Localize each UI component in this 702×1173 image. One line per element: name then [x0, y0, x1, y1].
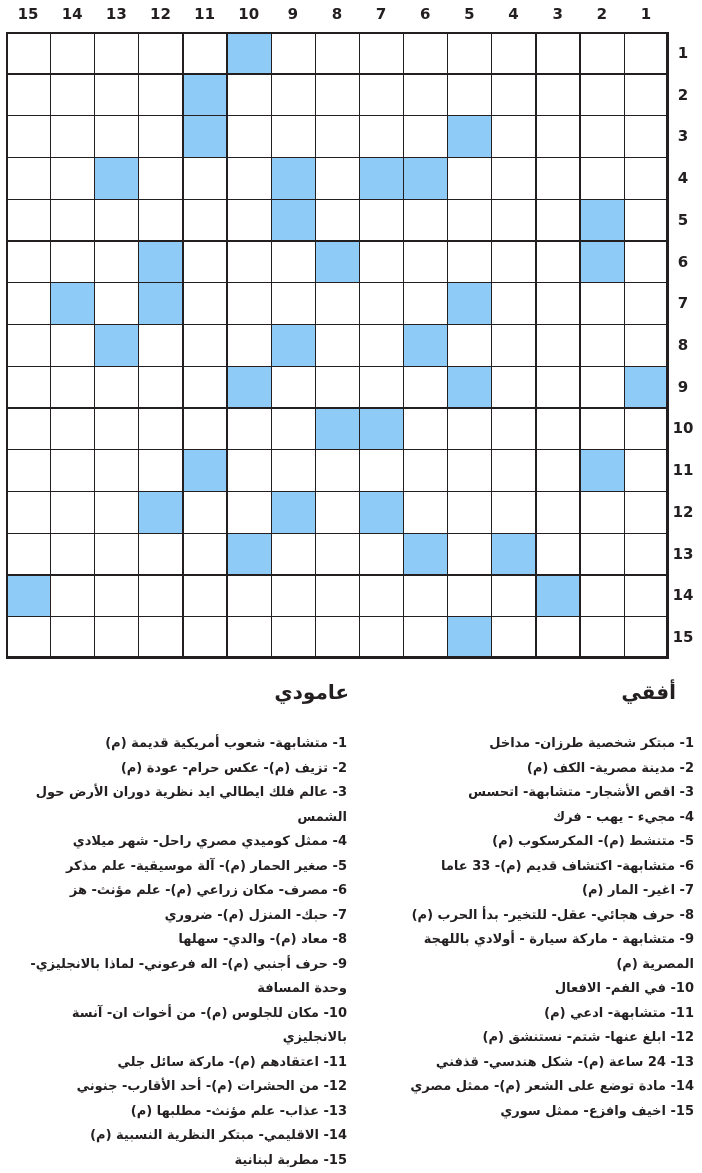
answer-cell[interactable]	[271, 449, 316, 491]
answer-cell[interactable]	[271, 575, 316, 617]
column-number: 14	[50, 4, 94, 24]
answer-cell[interactable]	[580, 366, 625, 408]
row-number: 4	[668, 168, 698, 188]
row-number: 12	[668, 502, 698, 522]
answer-cell[interactable]	[94, 199, 139, 241]
down-clue: 15- مطربة لبنانية	[5, 1149, 347, 1173]
answer-cell[interactable]	[403, 241, 448, 283]
blocked-cell	[447, 282, 492, 324]
answer-cell[interactable]	[50, 533, 95, 575]
blocked-cell	[183, 115, 228, 157]
answer-cell[interactable]	[138, 616, 183, 658]
crossword-grid	[6, 32, 668, 658]
answer-cell[interactable]	[536, 115, 581, 157]
answer-cell[interactable]	[183, 533, 228, 575]
answer-cell[interactable]	[138, 324, 183, 366]
answer-cell[interactable]	[447, 324, 492, 366]
answer-cell[interactable]	[271, 115, 316, 157]
answer-cell[interactable]	[227, 74, 272, 116]
answer-cell[interactable]	[94, 282, 139, 324]
blocked-cell	[315, 241, 360, 283]
answer-cell[interactable]	[138, 199, 183, 241]
row-number: 9	[668, 377, 698, 397]
answer-cell[interactable]	[183, 491, 228, 533]
answer-cell[interactable]	[315, 282, 360, 324]
down-heading: عامودي	[274, 678, 349, 706]
answer-cell[interactable]	[227, 491, 272, 533]
answer-cell[interactable]	[94, 491, 139, 533]
answer-cell[interactable]	[6, 241, 51, 283]
answer-cell[interactable]	[315, 575, 360, 617]
answer-cell[interactable]	[315, 115, 360, 157]
across-clue: 12- ابلغ عنها- شتم- نستنشق (م)	[369, 1026, 694, 1051]
answer-cell[interactable]	[227, 199, 272, 241]
answer-cell[interactable]	[580, 157, 625, 199]
answer-cell[interactable]	[624, 533, 669, 575]
answer-cell[interactable]	[183, 408, 228, 450]
answer-cell[interactable]	[536, 241, 581, 283]
answer-cell[interactable]	[536, 366, 581, 408]
blocked-cell	[94, 324, 139, 366]
answer-cell[interactable]	[624, 74, 669, 116]
answer-cell[interactable]	[50, 74, 95, 116]
row-number: 6	[668, 252, 698, 272]
answer-cell[interactable]	[94, 366, 139, 408]
answer-cell[interactable]	[447, 491, 492, 533]
answer-cell[interactable]	[315, 491, 360, 533]
answer-cell[interactable]	[580, 533, 625, 575]
answer-cell[interactable]	[227, 449, 272, 491]
down-clue: 3- عالم فلك ايطالي ايد نظرية دوران الأرض حول الشمس	[5, 781, 347, 830]
answer-cell[interactable]	[403, 575, 448, 617]
answer-cell[interactable]	[580, 491, 625, 533]
answer-cell[interactable]	[183, 241, 228, 283]
answer-cell[interactable]	[491, 449, 536, 491]
across-clue: 7- اغير- المار (م)	[369, 879, 694, 904]
answer-cell[interactable]	[624, 324, 669, 366]
answer-cell[interactable]	[94, 533, 139, 575]
down-clue: 9- حرف أجنبي (م)- اله فرعوني- لماذا بالانجليزي- وحدة المسافة	[5, 953, 347, 1002]
row-number: 3	[668, 126, 698, 146]
row-number: 2	[668, 85, 698, 105]
answer-cell[interactable]	[6, 491, 51, 533]
answer-cell[interactable]	[447, 575, 492, 617]
answer-cell[interactable]	[50, 616, 95, 658]
answer-cell[interactable]	[624, 282, 669, 324]
blocked-cell	[359, 408, 404, 450]
blocked-cell	[624, 366, 669, 408]
blocked-cell	[138, 491, 183, 533]
answer-cell[interactable]	[491, 616, 536, 658]
blocked-cell	[271, 491, 316, 533]
answer-cell[interactable]	[271, 366, 316, 408]
answer-cell[interactable]	[403, 408, 448, 450]
column-number: 1	[624, 4, 668, 24]
answer-cell[interactable]	[50, 366, 95, 408]
blocked-cell	[403, 324, 448, 366]
answer-cell[interactable]	[94, 408, 139, 450]
answer-cell[interactable]	[183, 32, 228, 74]
answer-cell[interactable]	[315, 74, 360, 116]
blocked-cell	[580, 449, 625, 491]
answer-cell[interactable]	[491, 324, 536, 366]
down-clue: 13- عذاب- علم مؤنث- مطلبها (م)	[5, 1100, 347, 1125]
answer-cell[interactable]	[447, 32, 492, 74]
blocked-cell	[227, 32, 272, 74]
answer-cell[interactable]	[6, 32, 51, 74]
answer-cell[interactable]	[315, 157, 360, 199]
answer-cell[interactable]	[536, 491, 581, 533]
blocked-cell	[447, 616, 492, 658]
answer-cell[interactable]	[359, 199, 404, 241]
column-number: 6	[403, 4, 447, 24]
answer-cell[interactable]	[50, 241, 95, 283]
answer-cell[interactable]	[359, 32, 404, 74]
column-number: 8	[315, 4, 359, 24]
answer-cell[interactable]	[271, 282, 316, 324]
answer-cell[interactable]	[624, 115, 669, 157]
answer-cell[interactable]	[624, 32, 669, 74]
answer-cell[interactable]	[580, 324, 625, 366]
across-clue: 4- مجيء - يهب - فرك	[369, 806, 694, 831]
across-clue: 1- مبتكر شخصية طرزان- مداخل	[369, 732, 694, 757]
answer-cell[interactable]	[536, 324, 581, 366]
row-number: 14	[668, 585, 698, 605]
answer-cell[interactable]	[536, 199, 581, 241]
answer-cell[interactable]	[6, 115, 51, 157]
answer-cell[interactable]	[536, 616, 581, 658]
answer-cell[interactable]	[138, 32, 183, 74]
blocked-cell	[50, 282, 95, 324]
answer-cell[interactable]	[624, 449, 669, 491]
down-clue: 1- متشابهة- شعوب أمريكية قديمة (م)	[5, 732, 347, 757]
answer-cell[interactable]	[580, 616, 625, 658]
answer-cell[interactable]	[6, 199, 51, 241]
answer-cell[interactable]	[94, 616, 139, 658]
answer-cell[interactable]	[138, 157, 183, 199]
answer-cell[interactable]	[359, 616, 404, 658]
answer-cell[interactable]	[94, 74, 139, 116]
answer-cell[interactable]	[50, 575, 95, 617]
column-number: 4	[491, 4, 535, 24]
answer-cell[interactable]	[138, 533, 183, 575]
blocked-cell	[447, 366, 492, 408]
row-number: 5	[668, 210, 698, 230]
answer-cell[interactable]	[447, 74, 492, 116]
answer-cell[interactable]	[359, 366, 404, 408]
column-number: 2	[580, 4, 624, 24]
across-clue: 2- مدينة مصرية- الكف (م)	[369, 757, 694, 782]
answer-cell[interactable]	[271, 74, 316, 116]
answer-cell[interactable]	[447, 449, 492, 491]
blocked-cell	[536, 575, 581, 617]
blocked-cell	[359, 491, 404, 533]
answer-cell[interactable]	[491, 282, 536, 324]
answer-cell[interactable]	[6, 533, 51, 575]
answer-cell[interactable]	[315, 324, 360, 366]
answer-cell[interactable]	[447, 241, 492, 283]
answer-cell[interactable]	[183, 324, 228, 366]
blocked-cell	[359, 157, 404, 199]
row-number: 15	[668, 627, 698, 647]
across-clue: 13- 24 ساعة (م)- شكل هندسي- قذفني	[369, 1051, 694, 1076]
answer-cell[interactable]	[6, 449, 51, 491]
answer-cell[interactable]	[624, 575, 669, 617]
answer-cell[interactable]	[624, 241, 669, 283]
answer-cell[interactable]	[359, 282, 404, 324]
answer-cell[interactable]	[6, 408, 51, 450]
answer-cell[interactable]	[271, 616, 316, 658]
answer-cell[interactable]	[227, 115, 272, 157]
answer-cell[interactable]	[138, 449, 183, 491]
down-clue: 2- تزيف (م)- عكس حرام- عودة (م)	[5, 757, 347, 782]
row-number: 8	[668, 335, 698, 355]
answer-cell[interactable]	[271, 533, 316, 575]
answer-cell[interactable]	[580, 74, 625, 116]
answer-cell[interactable]	[536, 449, 581, 491]
column-number: 15	[6, 4, 50, 24]
answer-cell[interactable]	[359, 533, 404, 575]
answer-cell[interactable]	[6, 74, 51, 116]
down-clue: 7- حبك- المنزل (م)- ضروري	[5, 904, 347, 929]
answer-cell[interactable]	[536, 408, 581, 450]
answer-cell[interactable]	[491, 408, 536, 450]
answer-cell[interactable]	[315, 199, 360, 241]
answer-cell[interactable]	[138, 575, 183, 617]
answer-cell[interactable]	[94, 449, 139, 491]
answer-cell[interactable]	[580, 282, 625, 324]
down-clue: 4- ممثل كوميدي مصري راحل- شهر ميلادي	[5, 830, 347, 855]
across-clue: 8- حرف هجائي- عقل- للتخير- بدأ الحرب (م)	[369, 904, 694, 929]
answer-cell[interactable]	[227, 324, 272, 366]
down-clue: 14- الاقليمي- مبتكر النظرية النسبية (م)	[5, 1124, 347, 1149]
row-number: 10	[668, 418, 698, 438]
answer-cell[interactable]	[359, 74, 404, 116]
down-clue: 12- من الحشرات (م)- أحد الأقارب- جنوني	[5, 1075, 347, 1100]
answer-cell[interactable]	[94, 575, 139, 617]
answer-cell[interactable]	[491, 157, 536, 199]
answer-cell[interactable]	[491, 366, 536, 408]
across-clue: 3- اقص الأشجار- متشابهة- اتحسس	[369, 781, 694, 806]
answer-cell[interactable]	[227, 575, 272, 617]
answer-cell[interactable]	[50, 491, 95, 533]
answer-cell[interactable]	[359, 241, 404, 283]
answer-cell[interactable]	[6, 282, 51, 324]
answer-cell[interactable]	[491, 575, 536, 617]
down-clue: 11- اعتقادهم (م)- ماركة سائل جلي	[5, 1051, 347, 1076]
column-number: 11	[183, 4, 227, 24]
answer-cell[interactable]	[227, 241, 272, 283]
answer-cell[interactable]	[138, 408, 183, 450]
blocked-cell	[94, 157, 139, 199]
column-number: 9	[271, 4, 315, 24]
answer-cell[interactable]	[271, 408, 316, 450]
row-number: 7	[668, 293, 698, 313]
column-number: 12	[138, 4, 182, 24]
answer-cell[interactable]	[580, 115, 625, 157]
answer-cell[interactable]	[315, 32, 360, 74]
row-number: 1	[668, 43, 698, 63]
column-number: 10	[227, 4, 271, 24]
answer-cell[interactable]	[403, 74, 448, 116]
answer-cell[interactable]	[491, 115, 536, 157]
answer-cell[interactable]	[580, 32, 625, 74]
across-clue: 5- متنشط (م)- المكرسكوب (م)	[369, 830, 694, 855]
answer-cell[interactable]	[271, 32, 316, 74]
answer-cell[interactable]	[183, 282, 228, 324]
blocked-cell	[447, 115, 492, 157]
answer-cell[interactable]	[491, 32, 536, 74]
answer-cell[interactable]	[50, 32, 95, 74]
answer-cell[interactable]	[624, 491, 669, 533]
answer-cell[interactable]	[50, 408, 95, 450]
answer-cell[interactable]	[403, 616, 448, 658]
answer-cell[interactable]	[315, 616, 360, 658]
blocked-cell	[138, 282, 183, 324]
row-number: 11	[668, 460, 698, 480]
blocked-cell	[6, 575, 51, 617]
answer-cell[interactable]	[227, 157, 272, 199]
blocked-cell	[491, 533, 536, 575]
answer-cell[interactable]	[227, 408, 272, 450]
blocked-cell	[315, 408, 360, 450]
answer-cell[interactable]	[491, 241, 536, 283]
answer-cell[interactable]	[315, 366, 360, 408]
answer-cell[interactable]	[624, 157, 669, 199]
answer-cell[interactable]	[94, 32, 139, 74]
answer-cell[interactable]	[491, 491, 536, 533]
blocked-cell	[580, 199, 625, 241]
answer-cell[interactable]	[403, 32, 448, 74]
down-clue: 10- مكان للجلوس (م)- من أخوات ان- آنسة بالانجليزي	[5, 1002, 347, 1051]
answer-cell[interactable]	[536, 32, 581, 74]
answer-cell[interactable]	[536, 157, 581, 199]
answer-cell[interactable]	[271, 241, 316, 283]
answer-cell[interactable]	[359, 324, 404, 366]
answer-cell[interactable]	[491, 74, 536, 116]
row-number: 13	[668, 544, 698, 564]
across-clue: 11- متشابهة- ادعي (م)	[369, 1002, 694, 1027]
blocked-cell	[183, 449, 228, 491]
answer-cell[interactable]	[403, 199, 448, 241]
down-clue: 8- معاد (م)- والدي- سهلها	[5, 928, 347, 953]
answer-cell[interactable]	[403, 366, 448, 408]
answer-cell[interactable]	[624, 408, 669, 450]
answer-cell[interactable]	[447, 533, 492, 575]
blocked-cell	[580, 241, 625, 283]
answer-cell[interactable]	[6, 616, 51, 658]
answer-cell[interactable]	[359, 575, 404, 617]
answer-cell[interactable]	[359, 449, 404, 491]
down-clue: 6- مصرف- مكان زراعي (م)- علم مؤنث- هز	[5, 879, 347, 904]
answer-cell[interactable]	[315, 533, 360, 575]
answer-cell[interactable]	[183, 199, 228, 241]
blocked-cell	[403, 533, 448, 575]
across-clue-list	[369, 732, 694, 1124]
across-clue: 15- اخيف وافزع- ممثل سوري	[369, 1100, 694, 1125]
answer-cell[interactable]	[50, 115, 95, 157]
across-heading: أفقي	[621, 678, 676, 706]
blocked-cell	[271, 324, 316, 366]
answer-cell[interactable]	[183, 366, 228, 408]
blocked-cell	[227, 533, 272, 575]
answer-cell[interactable]	[580, 408, 625, 450]
down-clue: 5- صغير الحمار (م)- آلة موسيقية- علم مذكر	[5, 855, 347, 880]
answer-cell[interactable]	[50, 324, 95, 366]
answer-cell[interactable]	[6, 324, 51, 366]
blocked-cell	[227, 366, 272, 408]
answer-cell[interactable]	[403, 282, 448, 324]
answer-cell[interactable]	[536, 533, 581, 575]
answer-cell[interactable]	[403, 115, 448, 157]
answer-cell[interactable]	[491, 199, 536, 241]
answer-cell[interactable]	[227, 282, 272, 324]
blocked-cell	[183, 74, 228, 116]
answer-cell[interactable]	[94, 115, 139, 157]
answer-cell[interactable]	[50, 449, 95, 491]
answer-cell[interactable]	[50, 199, 95, 241]
answer-cell[interactable]	[536, 282, 581, 324]
column-number: 13	[94, 4, 138, 24]
column-number: 3	[536, 4, 580, 24]
answer-cell[interactable]	[359, 115, 404, 157]
answer-cell[interactable]	[227, 616, 272, 658]
answer-cell[interactable]	[580, 575, 625, 617]
across-clue: 9- متشابهة - ماركة سيارة - أولادي باللهجة المصرية (م)	[369, 928, 694, 977]
across-clue: 10- في الفم- الافعال	[369, 977, 694, 1002]
down-clue-list	[5, 732, 347, 1173]
column-number: 7	[359, 4, 403, 24]
answer-cell[interactable]	[94, 241, 139, 283]
across-clue: 14- مادة توضع على الشعر (م)- ممثل مصري	[369, 1075, 694, 1100]
column-number: 5	[447, 4, 491, 24]
blocked-cell	[271, 199, 316, 241]
answer-cell[interactable]	[183, 575, 228, 617]
answer-cell[interactable]	[447, 199, 492, 241]
answer-cell[interactable]	[6, 157, 51, 199]
blocked-cell	[403, 157, 448, 199]
answer-cell[interactable]	[624, 616, 669, 658]
answer-cell[interactable]	[536, 74, 581, 116]
answer-cell[interactable]	[6, 366, 51, 408]
answer-cell[interactable]	[183, 616, 228, 658]
answer-cell[interactable]	[624, 199, 669, 241]
answer-cell[interactable]	[447, 408, 492, 450]
answer-cell[interactable]	[138, 115, 183, 157]
answer-cell[interactable]	[315, 449, 360, 491]
answer-cell[interactable]	[403, 491, 448, 533]
across-clue: 6- متشابهة- اكتشاف قديم (م)- 33 عاما	[369, 855, 694, 880]
answer-cell[interactable]	[183, 157, 228, 199]
answer-cell[interactable]	[447, 157, 492, 199]
answer-cell[interactable]	[403, 449, 448, 491]
answer-cell[interactable]	[50, 157, 95, 199]
blocked-cell	[138, 241, 183, 283]
blocked-cell	[271, 157, 316, 199]
answer-cell[interactable]	[138, 74, 183, 116]
answer-cell[interactable]	[138, 366, 183, 408]
